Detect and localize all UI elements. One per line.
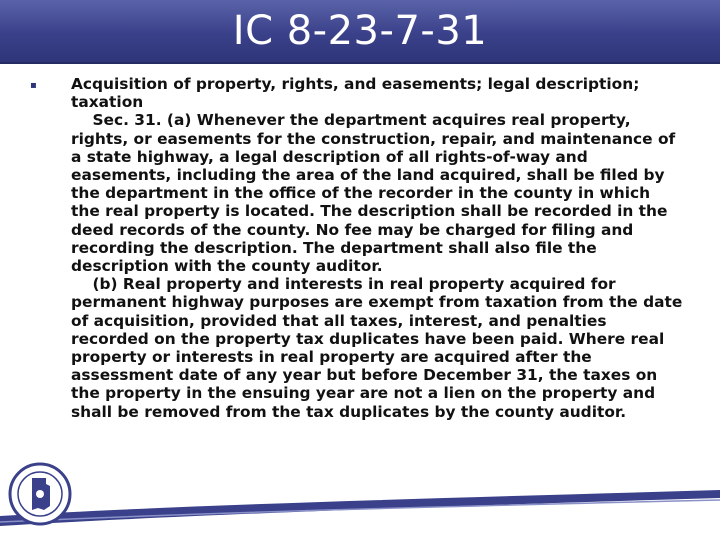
statute-paragraph-b: (b) Real property and interests in real property acquired for permanent highway purposes are exempt from taxation from the date of acquisition, provided that all taxes, interest, and penalties recorded on the property tax duplicates have been paid. Where real property or interests in real property are acquired after the assessment date of any year but before December 31, the taxes on the property in the ensuing year are not a lien on the property and shall be removed from the tax duplicates by the county auditor. xyxy=(71,275,688,421)
bullet-icon: ▪ xyxy=(30,80,37,91)
slide-title: IC 8-23-7-31 xyxy=(232,8,488,54)
footer-swoosh xyxy=(0,476,720,540)
indot-seal-icon xyxy=(8,462,72,526)
statute-text xyxy=(71,75,688,421)
statute-heading: Acquisition of property, rights, and easements; legal description; taxation xyxy=(71,75,645,112)
title-bar xyxy=(0,0,720,64)
statute-paragraph-a: Sec. 31. (a) Whenever the department acquires real property, rights, or easements for the construction, repair, and maintenance of a state highway, a legal description of all rights-of-way and easements, including the area of the land acquired, shall be filed by the department in the office of the recorder in the county in which the real property is located. The description shall be recorded in the deed records of the county. No fee may be charged for filing and recording the description. The department shall also file the description with the county auditor. xyxy=(71,111,681,276)
